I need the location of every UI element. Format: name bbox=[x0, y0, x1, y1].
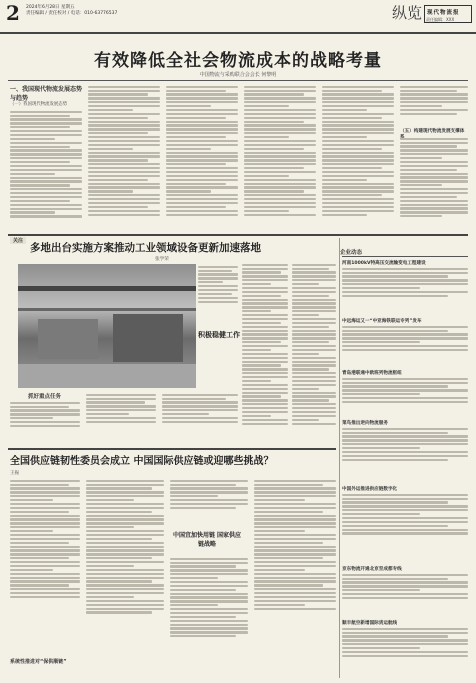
article3-author: 王振 bbox=[10, 471, 20, 476]
article2-col4 bbox=[292, 262, 336, 444]
article1-col3 bbox=[166, 84, 238, 229]
news-item-title: 青岛港联通中欧班列物流枢纽 bbox=[342, 371, 402, 376]
news-item-title: 中国外运推进供应链数字化 bbox=[342, 487, 398, 492]
article3-col2 bbox=[86, 478, 164, 678]
news-column-header: 企业动态 bbox=[340, 250, 363, 256]
news-item bbox=[342, 486, 468, 564]
news-item-title: 菜鸟推出逆向物流服务 bbox=[342, 421, 388, 426]
article1-title: 有效降低全社会物流成本的战略考量 bbox=[94, 51, 382, 71]
article1-col5 bbox=[322, 84, 394, 229]
article1-byline: 中国物流与采购联合会会长 何黎明 bbox=[199, 72, 277, 78]
section-brand: 纵览 bbox=[392, 4, 423, 22]
factory-photo bbox=[18, 264, 196, 388]
article2-subhead: 抓好重点任务 bbox=[28, 394, 62, 400]
news-item bbox=[342, 370, 468, 418]
article2-col3-bottom bbox=[162, 392, 238, 444]
article1-col4 bbox=[244, 84, 316, 229]
article2-author: 张学荣 bbox=[155, 257, 169, 262]
article3-title: 全国供应链韧性委员会成立 中国国际供应链或迎哪些挑战？ bbox=[10, 456, 274, 467]
date-line bbox=[26, 5, 146, 17]
article2-col2-bottom bbox=[86, 392, 156, 444]
news-item-title: 京东物流开通北京至成都专线 bbox=[342, 567, 402, 572]
column-separator bbox=[339, 238, 340, 678]
article2-col-beside-photo bbox=[198, 264, 238, 326]
article3-mid-heading: 中国宜加快用链 国家供应链战略 bbox=[172, 532, 242, 548]
article1-right-heading: （五）构建现代物流发展支撑体 bbox=[400, 129, 465, 134]
news-item-title: 中远海运又一“中亚海铁联运专列”发车 bbox=[342, 319, 422, 324]
article3-col4 bbox=[254, 478, 336, 678]
photo-caption: 积极稳健工作 bbox=[198, 330, 240, 339]
article2-col3 bbox=[242, 262, 288, 444]
article1-section-heading: 一、我国现代物流发展态势与趋势 bbox=[10, 86, 83, 102]
page-number: 2 bbox=[6, 1, 20, 25]
news-divider bbox=[342, 256, 468, 257]
issue-date: 2024年6月28日 星期五 bbox=[26, 5, 75, 10]
photo-gutter bbox=[10, 264, 16, 388]
news-item-title: 河南1000kV特高压交流输变电工程建设 bbox=[342, 261, 426, 266]
brand-meta: 责任编辑：XXX bbox=[426, 17, 455, 22]
news-item bbox=[342, 260, 468, 316]
article1-subheading: （一）我国现代物流发展态势 bbox=[10, 102, 68, 107]
news-item bbox=[342, 420, 468, 484]
news-item bbox=[342, 318, 468, 366]
section-tag: 关注 bbox=[10, 237, 26, 244]
article2-col1-bottom bbox=[10, 400, 80, 444]
article1-col1 bbox=[10, 109, 82, 229]
article3-col3-top bbox=[170, 478, 248, 528]
edition-info: 责任编辑 / 责任校对 / 电话：010-63776537 bbox=[26, 11, 118, 16]
article3-col1 bbox=[10, 478, 80, 678]
news-item-title: 顺丰航空新增国际货运航线 bbox=[342, 621, 398, 626]
article1-col6-top bbox=[400, 84, 468, 126]
article1-col6-bottom bbox=[400, 136, 468, 231]
newspaper-name: 现代物流报 bbox=[427, 10, 460, 16]
article2-title: 多地出台实施方案推动工业领域设备更新加速落地 bbox=[30, 242, 261, 254]
news-item bbox=[342, 620, 468, 678]
article3-subhead: 系统性推进对“保供顺链” bbox=[10, 659, 67, 665]
divider bbox=[8, 80, 468, 81]
article1-col2 bbox=[88, 84, 160, 229]
article3-col3-bottom bbox=[170, 556, 248, 678]
news-item bbox=[342, 566, 468, 618]
section-divider bbox=[8, 448, 336, 450]
section-divider bbox=[8, 234, 468, 236]
